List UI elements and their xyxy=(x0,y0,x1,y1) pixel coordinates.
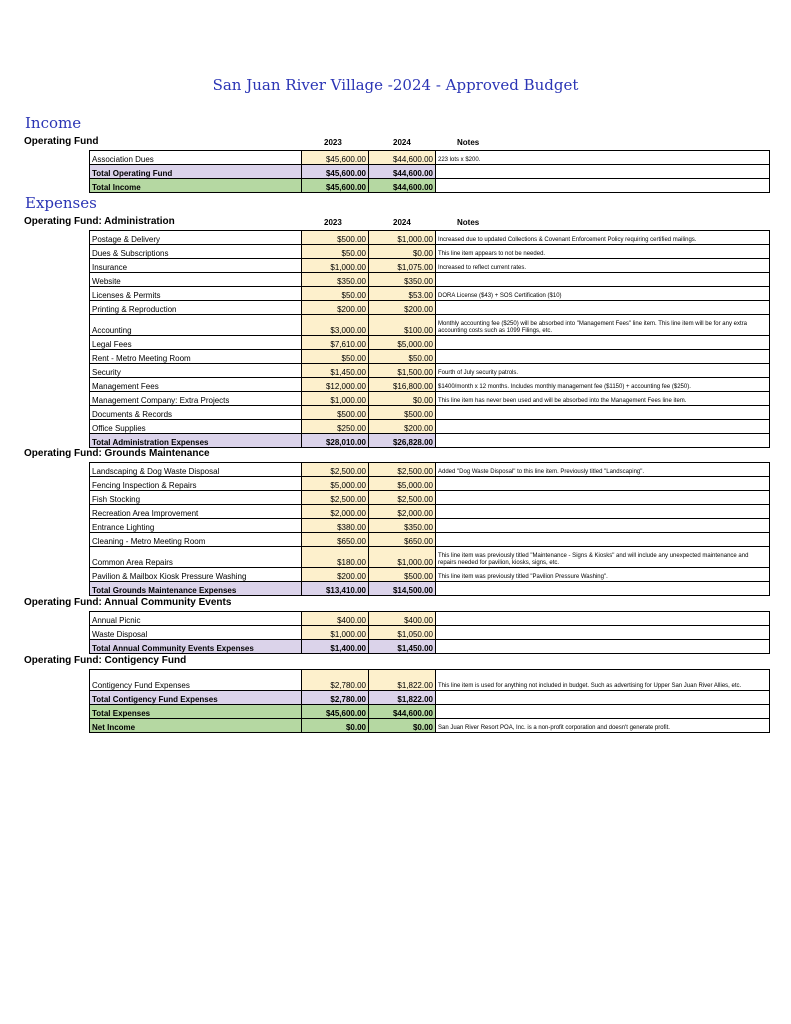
value-2024: $350.00 xyxy=(369,519,436,533)
table-row xyxy=(90,491,770,505)
value-2024: $1,500.00 xyxy=(369,364,436,378)
value-2024: $0.00 xyxy=(369,392,436,406)
table-row xyxy=(90,350,770,364)
row-notes xyxy=(436,640,770,654)
row-notes xyxy=(436,533,770,547)
value-2023: $0.00 xyxy=(302,719,369,733)
value-2023: $200.00 xyxy=(302,301,369,315)
contingency-table xyxy=(89,669,770,733)
row-notes xyxy=(436,691,770,705)
table-row xyxy=(90,259,770,273)
value-2023: $1,000.00 xyxy=(302,626,369,640)
events-group-header xyxy=(24,596,769,610)
row-label: Management Company: Extra Projects xyxy=(90,392,302,406)
events-table xyxy=(89,611,770,654)
row-notes: Increased to reflect current rates. xyxy=(436,259,770,273)
value-2024: $44,600.00 xyxy=(369,705,436,719)
value-2024: $26,828.00 xyxy=(369,434,436,448)
row-label: Fencing Inspection & Repairs xyxy=(90,477,302,491)
row-label: Contigency Fund Expenses xyxy=(90,670,302,691)
row-label: Total Income xyxy=(90,179,302,193)
table-row xyxy=(90,626,770,640)
value-2024: $0.00 xyxy=(369,719,436,733)
column-header-notes: Notes xyxy=(457,138,480,147)
table-row xyxy=(90,505,770,519)
group-label: Operating Fund: Contigency Fund xyxy=(24,655,187,666)
value-2024: $2,500.00 xyxy=(369,491,436,505)
group-label: Operating Fund xyxy=(24,136,99,147)
net-income-row xyxy=(90,719,770,733)
row-notes xyxy=(436,705,770,719)
row-label: Cleaning - Metro Meeting Room xyxy=(90,533,302,547)
value-2023: $7,610.00 xyxy=(302,336,369,350)
table-row xyxy=(90,231,770,245)
column-header-2024: 2024 xyxy=(393,218,411,227)
row-label: Accounting xyxy=(90,315,302,336)
income-heading: Income xyxy=(25,114,82,132)
row-notes: Monthly accounting fee ($250) will be absorbed into "Management Fees" line item. This line item will be for any extra accounting costs such as 1099 Filings, etc. xyxy=(436,315,770,336)
value-2023: $400.00 xyxy=(302,612,369,626)
row-notes xyxy=(436,612,770,626)
value-2024: $44,600.00 xyxy=(369,179,436,193)
row-notes xyxy=(436,626,770,640)
table-row xyxy=(90,364,770,378)
table-row xyxy=(90,547,770,568)
table-row xyxy=(90,420,770,434)
row-notes xyxy=(436,336,770,350)
value-2023: $350.00 xyxy=(302,273,369,287)
value-2023: $45,600.00 xyxy=(302,151,369,165)
row-label: Legal Fees xyxy=(90,336,302,350)
grounds-table xyxy=(89,462,770,596)
row-label: Dues & Subscriptions xyxy=(90,245,302,259)
value-2024: $5,000.00 xyxy=(369,477,436,491)
row-notes xyxy=(436,179,770,193)
row-notes: This line item was previously titled "Maintenance - Signs & Kiosks" and will include any unexpected maintenance and repairs needed for pavilion, kiosks, signs, etc. xyxy=(436,547,770,568)
value-2024: $1,000.00 xyxy=(369,547,436,568)
row-notes xyxy=(436,434,770,448)
income-group-header xyxy=(24,135,769,149)
row-notes xyxy=(436,505,770,519)
value-2024: $200.00 xyxy=(369,301,436,315)
row-notes: This line item is used for anything not included in budget. Such as advertising for Upper San Juan River Allies, etc. xyxy=(436,670,770,691)
value-2023: $12,000.00 xyxy=(302,378,369,392)
value-2023: $180.00 xyxy=(302,547,369,568)
row-notes: Added "Dog Waste Disposal" to this line item. Previously titled "Landscaping". xyxy=(436,463,770,477)
row-label: Management Fees xyxy=(90,378,302,392)
row-label: Entrance Lighting xyxy=(90,519,302,533)
value-2024: $1,822.00 xyxy=(369,691,436,705)
row-label: Printing & Reproduction xyxy=(90,301,302,315)
value-2023: $500.00 xyxy=(302,231,369,245)
row-label: Insurance xyxy=(90,259,302,273)
admin-group-header xyxy=(24,215,769,229)
value-2023: $2,780.00 xyxy=(302,691,369,705)
value-2023: $50.00 xyxy=(302,287,369,301)
value-2023: $50.00 xyxy=(302,350,369,364)
row-notes: 223 lots x $200. xyxy=(436,151,770,165)
value-2024: $44,600.00 xyxy=(369,165,436,179)
row-label: Total Administration Expenses xyxy=(90,434,302,448)
admin-table xyxy=(89,230,770,448)
row-label: Postage & Delivery xyxy=(90,231,302,245)
row-label: Total Expenses xyxy=(90,705,302,719)
total-row xyxy=(90,434,770,448)
table-row xyxy=(90,392,770,406)
row-label: Fish Stocking xyxy=(90,491,302,505)
table-row xyxy=(90,406,770,420)
value-2024: $50.00 xyxy=(369,350,436,364)
row-label: Documents & Records xyxy=(90,406,302,420)
table-row xyxy=(90,287,770,301)
value-2023: $500.00 xyxy=(302,406,369,420)
value-2024: $53.00 xyxy=(369,287,436,301)
row-label: Annual Picnic xyxy=(90,612,302,626)
value-2023: $5,000.00 xyxy=(302,477,369,491)
row-label: Common Area Repairs xyxy=(90,547,302,568)
table-row xyxy=(90,533,770,547)
value-2024: $44,600.00 xyxy=(369,151,436,165)
value-2023: $2,780.00 xyxy=(302,670,369,691)
column-header-2024: 2024 xyxy=(393,138,411,147)
group-label: Operating Fund: Administration xyxy=(24,216,175,227)
row-label: Security xyxy=(90,364,302,378)
table-row xyxy=(90,670,770,691)
row-notes: San Juan River Resort POA, Inc. is a non-profit corporation and doesn't generate profit. xyxy=(436,719,770,733)
row-label: Landscaping & Dog Waste Disposal xyxy=(90,463,302,477)
value-2023: $45,600.00 xyxy=(302,165,369,179)
value-2023: $2,500.00 xyxy=(302,463,369,477)
value-2023: $45,600.00 xyxy=(302,705,369,719)
row-notes: This line item appears to not be needed. xyxy=(436,245,770,259)
value-2024: $400.00 xyxy=(369,612,436,626)
row-notes xyxy=(436,273,770,287)
row-notes xyxy=(436,350,770,364)
table-row xyxy=(90,315,770,336)
table-row xyxy=(90,477,770,491)
row-label: Recreation Area Improvement xyxy=(90,505,302,519)
table-row xyxy=(90,378,770,392)
value-2024: $500.00 xyxy=(369,568,436,582)
expenses-heading: Expenses xyxy=(25,194,97,212)
row-label: Total Operating Fund xyxy=(90,165,302,179)
table-row xyxy=(90,519,770,533)
row-label: Pavilion & Mailbox Kiosk Pressure Washing xyxy=(90,568,302,582)
row-notes: This line item has never been used and will be absorbed into the Management Fees line item. xyxy=(436,392,770,406)
value-2024: $650.00 xyxy=(369,533,436,547)
value-2023: $13,410.00 xyxy=(302,582,369,596)
value-2023: $1,000.00 xyxy=(302,392,369,406)
value-2023: $45,600.00 xyxy=(302,179,369,193)
value-2024: $5,000.00 xyxy=(369,336,436,350)
row-label: Rent - Metro Meeting Room xyxy=(90,350,302,364)
table-row xyxy=(90,612,770,626)
grand-total-row xyxy=(90,705,770,719)
value-2024: $350.00 xyxy=(369,273,436,287)
table-row xyxy=(90,301,770,315)
grounds-group-header xyxy=(24,447,769,461)
row-label: Association Dues xyxy=(90,151,302,165)
value-2024: $14,500.00 xyxy=(369,582,436,596)
value-2023: $1,450.00 xyxy=(302,364,369,378)
row-notes xyxy=(436,491,770,505)
table-row xyxy=(90,151,770,165)
value-2023: $28,010.00 xyxy=(302,434,369,448)
table-row xyxy=(90,568,770,582)
value-2024: $1,050.00 xyxy=(369,626,436,640)
income-table xyxy=(89,150,770,193)
row-notes xyxy=(436,519,770,533)
table-row xyxy=(90,245,770,259)
row-notes: DORA License ($43) + SOS Certification ($10) xyxy=(436,287,770,301)
value-2024: $1,075.00 xyxy=(369,259,436,273)
row-label: Office Supplies xyxy=(90,420,302,434)
table-row xyxy=(90,463,770,477)
row-label: Licenses & Permits xyxy=(90,287,302,301)
row-notes: $1400/month x 12 months. Includes monthly management fee ($1150) + accounting fee ($250). xyxy=(436,378,770,392)
row-notes xyxy=(436,301,770,315)
group-label: Operating Fund: Grounds Maintenance xyxy=(24,448,210,459)
value-2024: $1,450.00 xyxy=(369,640,436,654)
row-notes xyxy=(436,477,770,491)
row-notes xyxy=(436,582,770,596)
value-2023: $50.00 xyxy=(302,245,369,259)
column-header-2023: 2023 xyxy=(324,138,342,147)
value-2024: $100.00 xyxy=(369,315,436,336)
table-row xyxy=(90,336,770,350)
group-label: Operating Fund: Annual Community Events xyxy=(24,597,232,608)
value-2024: $0.00 xyxy=(369,245,436,259)
row-notes: This line item was previously titled "Pavilion Pressure Washing". xyxy=(436,568,770,582)
value-2023: $200.00 xyxy=(302,568,369,582)
value-2023: $2,000.00 xyxy=(302,505,369,519)
row-label: Total Annual Community Events Expenses xyxy=(90,640,302,654)
value-2024: $2,000.00 xyxy=(369,505,436,519)
value-2023: $1,000.00 xyxy=(302,259,369,273)
total-row xyxy=(90,165,770,179)
grand-total-row xyxy=(90,179,770,193)
value-2024: $1,000.00 xyxy=(369,231,436,245)
column-header-2023: 2023 xyxy=(324,218,342,227)
value-2023: $2,500.00 xyxy=(302,491,369,505)
contingency-group-header xyxy=(24,654,769,668)
row-notes: Increased due to updated Collections & Covenant Enforcement Policy requiring certified mailings. xyxy=(436,231,770,245)
row-label: Total Grounds Maintenance Expenses xyxy=(90,582,302,596)
value-2023: $250.00 xyxy=(302,420,369,434)
document-title: San Juan River Village -2024 - Approved Budget xyxy=(212,76,579,94)
total-row xyxy=(90,582,770,596)
value-2024: $1,822.00 xyxy=(369,670,436,691)
total-row xyxy=(90,640,770,654)
row-label: Website xyxy=(90,273,302,287)
value-2023: $380.00 xyxy=(302,519,369,533)
row-notes: Fourth of July security patrols. xyxy=(436,364,770,378)
value-2024: $2,500.00 xyxy=(369,463,436,477)
row-notes xyxy=(436,406,770,420)
row-label: Waste Disposal xyxy=(90,626,302,640)
value-2024: $200.00 xyxy=(369,420,436,434)
row-label: Total Contigency Fund Expenses xyxy=(90,691,302,705)
total-row xyxy=(90,691,770,705)
row-notes xyxy=(436,165,770,179)
row-label: Net Income xyxy=(90,719,302,733)
row-notes xyxy=(436,420,770,434)
value-2024: $16,800.00 xyxy=(369,378,436,392)
table-row xyxy=(90,273,770,287)
column-header-notes: Notes xyxy=(457,218,480,227)
value-2023: $3,000.00 xyxy=(302,315,369,336)
value-2023: $1,400.00 xyxy=(302,640,369,654)
value-2023: $650.00 xyxy=(302,533,369,547)
value-2024: $500.00 xyxy=(369,406,436,420)
